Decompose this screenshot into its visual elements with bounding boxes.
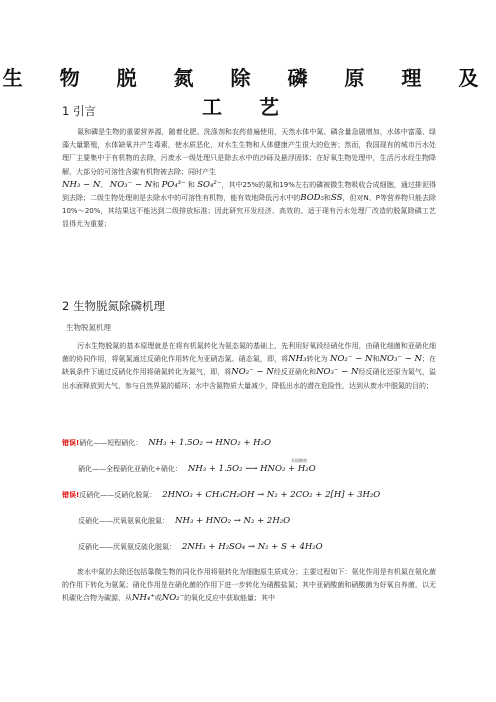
reaction-equation: NH₃ + 1.5O₂ → HNO₂ + H₂O [148,438,271,448]
formula-nh4: NH₄⁺ [132,593,155,604]
intro-text-2: ，其中25%的氮和19%左右的磷被微生物吸收合成细胞，通过排泥得到去除；二级生物处理则是去除水中的可溶性有机物，能有效地降低污水中的 [62,180,437,203]
error-marker: 错误! [62,491,80,499]
closing-text: 废水中氮的去除还包括靠微生物的同化作用将氨转化为细胞原生质成分；主要过程如下：氨化作用是有机氮在氨化菌的作用下转化为氨氮；硝化作用是在硝化菌的作用下进一步转化为硝酸盐氮；其中亚硝酸菌和硝酸菌为好氧自养菌，以无机碳化合物为碳源，从 [62,568,436,603]
formula-po4: PO₄³⁻ [161,179,186,190]
reaction-equation: 2NH₃ + H₂SO₄ → N₂ + S + 4H₂O [182,542,323,552]
reaction-label: 反硝化——厌氧氨反硫化脱氮： [78,543,176,551]
formula-no2-n: NO₂⁻ − N [231,367,274,378]
reaction-line [78,516,290,526]
text-fragment: 和 [323,194,331,203]
error-marker: 错误! [62,439,80,447]
reaction-equation: NH₃ + 1.5O₂ ⟶ HNO₂ + H₂O [187,464,316,474]
text-fragment: 和 [187,180,195,189]
formula-no3-n: NO₃⁻ − N [316,367,359,378]
intro-text-3: ，但对N、P等营养物只能去除10%～20%，其结果这不能达到二级排放标准；因此研究开发经济、高效的、适于现有污水处理厂改造的脱氮除磷工艺显得尤为重要； [62,194,437,229]
formula-no3-n: NO₃⁻ − N [379,354,422,365]
reaction-label: 硝化——全程硝化亚硝化+硝化： [78,465,182,473]
text-fragment: 经反亚硝化和 [273,368,317,377]
intro-paragraph [62,126,436,232]
mechanism-text-3: 经反硝化还原为氮气，溢出水面释放到大气，参与自然界氮的循环；水中含氮物质大量减少，降低出水的潜在危险性，达到从废水中脱氮的目的； [62,368,437,390]
section-heading-intro: 1 引言 [62,104,96,118]
closing-paragraph [62,566,436,606]
arrow-label: 亚硝酸菌 [291,458,307,463]
text-fragment: 和 [152,180,160,189]
text-fragment: 和 [372,355,380,364]
mechanism-text: 污水生物脱氮的基本原理就是在将有机氮转化为氨态氮的基础上，先利用好氧段经硝化作用，由硝化细菌和亚硝化细菌的协同作用，将氨氮通过反硝化作用转化为亚硝态氮、硝态氮，即，将 [62,342,436,364]
reaction-line [62,490,380,500]
mechanism-text-2: ；在缺氧条件下通过反硝化作用将硝氮转化为氮气，即，将 [62,355,437,377]
reaction-line [62,438,271,448]
reaction-line [78,458,316,474]
text-fragment: 或 [154,594,162,603]
formula-so4: SO₄²⁻ [197,179,222,190]
text-fragment: 、 [100,180,108,189]
text-fragment: 转化为 [306,355,328,364]
formula-bod5: BOD₅ [300,193,324,204]
formula-nh3: NH₃ [288,354,307,365]
formula-no3-n: NO₃⁻ − N [109,179,153,190]
closing-text-2: 的氧化反应中获取能量；其中 [184,594,276,603]
intro-text: 氮和磷是生物的重要营养源，随着化肥、洗涤剂和农药普遍使用，天然水体中氮、磷含量急剧增加，水体中富藻、绿藻大量繁殖，水体缺氧并产生毒素，使水质恶化，对水生生物和人体健康产生很大的危害；然而，我国现有的城市污水处理厂主要集中于有机物的去除，污废水一级处理只是除去水中的沙砾及悬浮固体；在好氧生物处理中，生活污水经生物降解，大部分的可溶性含碳有机物被去除；同时产生 [62,128,436,176]
mechanism-paragraph [62,340,436,393]
section-heading-mechanism: 2 生物脱氮除磷机理 [62,299,165,313]
formula-no2-n: NO₂⁻ − N [330,354,373,365]
subsection-heading: 生物脱氮机理 [66,323,111,332]
reaction-label: 反硝化——反硝化脱氮： [79,491,157,499]
formula-no2: NO₂⁻ [161,593,185,604]
reaction-equation: 2HNO₃ + CH₃CH₂OH → N₂ + 2CO₂ + 2[H] + 3H₂O [162,490,381,500]
reaction-line [78,542,323,552]
formula-ss: SS [330,193,343,204]
formula-nh3-n: NH₃ − N [62,179,101,190]
reaction-label: 反硝化——厌氧氨氧化脱氮： [78,517,169,525]
reaction-label: 硝化——短程硝化： [79,439,143,447]
page-title: 生 物 脱 氮 除 磷 原 理 及 工 艺 [2,66,494,119]
reaction-equation: NH₃ + HNO₂ → N₂ + 2H₂O [175,516,291,526]
